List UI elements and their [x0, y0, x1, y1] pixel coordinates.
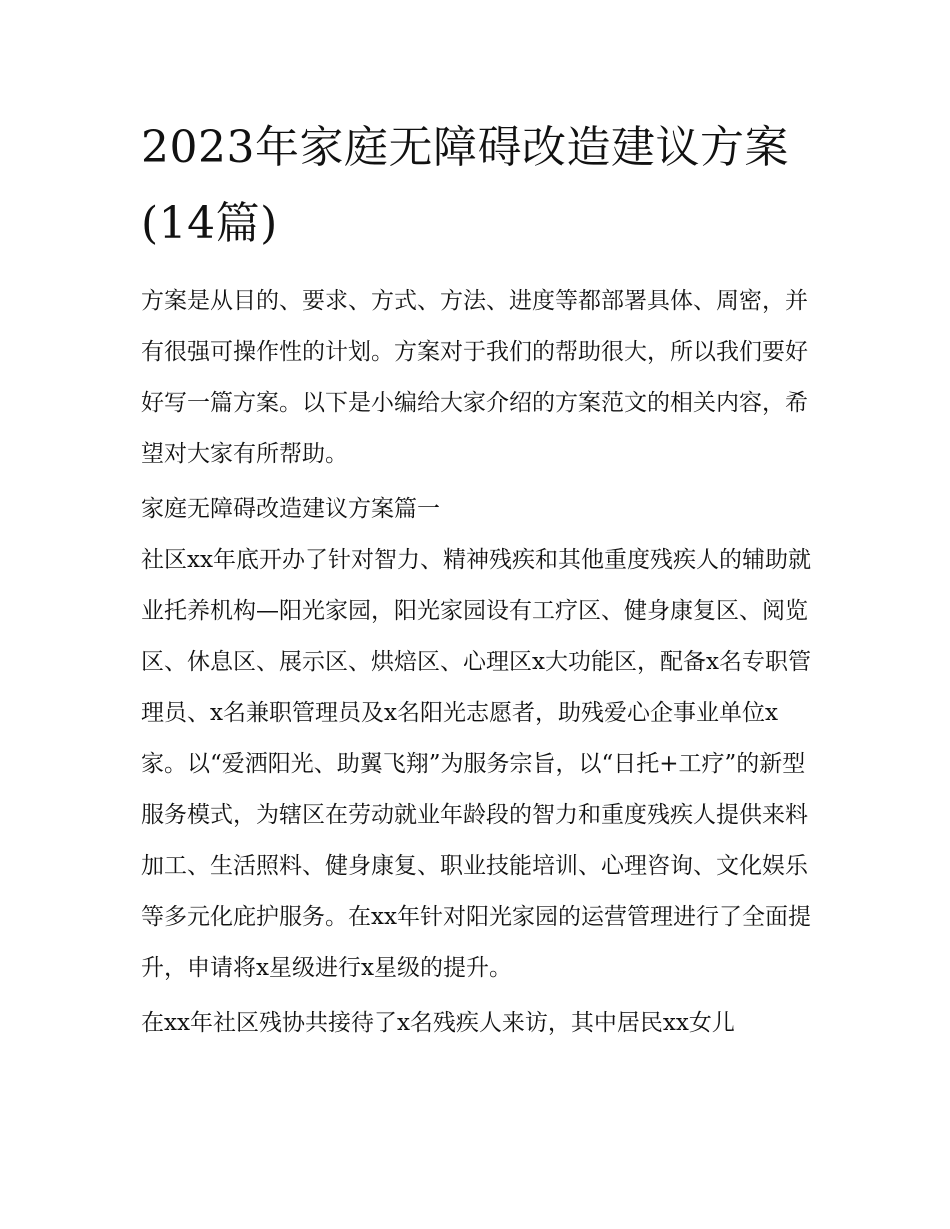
- document-body: [141, 110, 816, 1053]
- body-paragraph: 在xx年社区残协共接待了x名残疾人来访，其中居民xx女儿: [141, 1010, 735, 1036]
- body-paragraph: 社区xx年底开办了针对智力、精神残疾和其他重度残疾人的辅助就业托养机构—阳光家园，阳光家园设有工疗区、健身康复区、阅览区、休息区、展示区、烘焙区、心理区x大功能区，配备x名专职管理员、x名兼职管理员及x名阳光志愿者，助残爱心企事业单位x家。以“爱洒阳光、助翼飞翔”为服务宗旨，以“日托+工疗”的新型服务模式，为辖区在劳动就业年龄段的智力和重度残疾人提供来料加工、生活照料、健身康复、职业技能培训、心理咨询、文化娱乐等多元化庇护服务。在xx年针对阳光家园的运营管理进行了全面提升，申请将x星级进行x星级的提升。: [141, 547, 811, 981]
- intro-paragraph: 方案是从目的、要求、方式、方法、进度等都部署具体、周密，并有很强可操作性的计划。方案对于我们的帮助很大，所以我们要好好写一篇方案。以下是小编给大家介绍的方案范文的相关内容，希望对大家有所帮助。: [141, 288, 808, 467]
- section-heading: 家庭无障碍改造建议方案篇一: [141, 496, 440, 522]
- document-title: 2023年家庭无障碍改造建议方案(14篇): [141, 122, 789, 249]
